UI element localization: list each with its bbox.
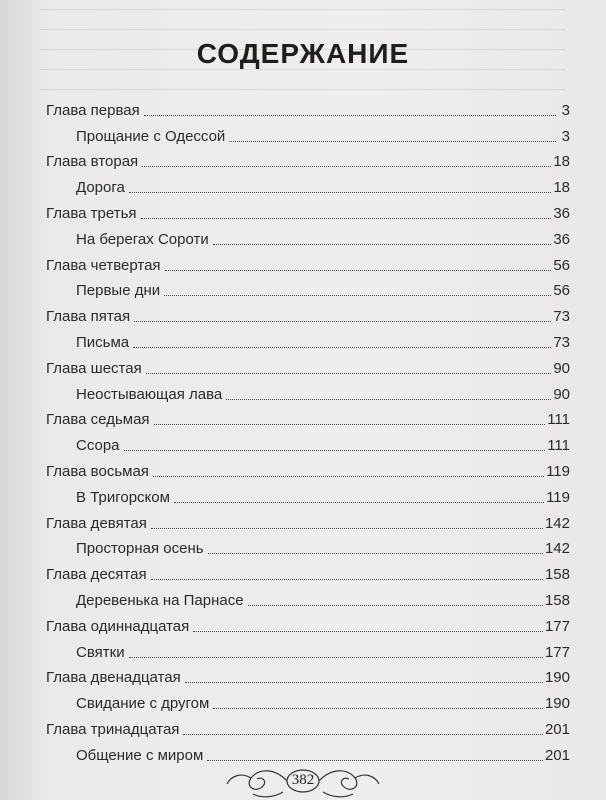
table-of-contents [46,94,570,765]
dot-leader [153,476,544,477]
toc-entry-title: Глава седьмая [46,411,150,429]
toc-entry-page: 56 [553,282,570,300]
dot-leader [165,270,552,271]
toc-entry-title: В Тригорском [76,488,170,506]
toc-chapter-entry [46,146,570,172]
toc-section-entry [46,120,570,146]
toc-chapter-entry [46,507,570,533]
dot-leader [151,528,543,529]
toc-entry-title: Письма [76,333,130,351]
toc-entry-title: Глава вторая [46,153,139,171]
toc-section-entry [46,223,570,249]
toc-entry-page: 142 [544,540,570,558]
toc-chapter-entry [46,662,570,688]
toc-chapter-entry [46,300,570,326]
dot-leader [183,734,543,735]
dot-leader [248,605,543,606]
toc-section-entry [46,533,570,559]
toc-section-entry [46,636,570,662]
toc-entry-title: Глава тринадцатая [46,720,180,738]
toc-entry-title: Ссора [76,437,120,455]
toc-entry-page: 73 [553,333,570,351]
toc-entry-page: 56 [553,256,570,274]
toc-entry-page: 190 [544,695,570,713]
toc-entry-title: Первые дни [76,282,161,300]
toc-entry-title: Свидание с другом [76,695,210,713]
toc-entry-title: Общение с миром [76,746,204,764]
toc-chapter-entry [46,713,570,739]
toc-entry-page: 36 [553,230,570,248]
toc-entry-page: 18 [553,179,570,197]
toc-entry-page: 119 [546,488,570,506]
dot-leader [229,141,556,142]
toc-entry-title: Глава третья [46,204,137,222]
dot-leader [151,579,543,580]
toc-entry-title: На берегах Сороти [76,230,209,248]
toc-section-entry [46,584,570,610]
toc-entry-title: Неостывающая лава [76,385,223,403]
toc-entry-page: 201 [544,746,570,764]
toc-entry-page: 177 [544,617,570,635]
dot-leader [164,295,551,296]
toc-entry-page: 3 [561,101,570,119]
toc-entry-title: Глава шестая [46,359,142,377]
toc-entry-title: Глава одиннадцатая [46,617,190,635]
toc-chapter-entry [46,352,570,378]
toc-section-entry [46,429,570,455]
dot-leader [141,218,552,219]
toc-entry-page: 142 [544,514,570,532]
dot-leader [154,424,546,425]
toc-entry-title: Глава девятая [46,514,147,532]
toc-entry-page: 190 [544,669,570,687]
toc-section-entry [46,378,570,404]
toc-section-entry [46,326,570,352]
toc-chapter-entry [46,94,570,120]
toc-section-entry [46,275,570,301]
toc-entry-page: 111 [547,437,570,455]
toc-chapter-entry [46,197,570,223]
toc-entry-page: 177 [544,643,570,661]
dot-leader [144,115,556,116]
dot-leader [207,760,543,761]
dot-leader [134,321,551,322]
dot-leader [124,450,546,451]
toc-chapter-entry [46,455,570,481]
dot-leader [208,553,543,554]
dot-leader [213,244,552,245]
dot-leader [226,399,551,400]
toc-entry-page: 3 [561,127,570,145]
dot-leader [213,708,543,709]
toc-entry-page: 90 [553,385,570,403]
toc-entry-page: 18 [553,153,570,171]
toc-entry-title: Глава четвертая [46,256,161,274]
toc-chapter-entry [46,404,570,430]
page-title: СОДЕРЖАНИЕ [196,38,410,69]
page-number: 382 [291,772,315,788]
toc-entry-page: 90 [553,359,570,377]
toc-entry-title: Глава восьмая [46,462,149,480]
toc-entry-title: Глава пятая [46,308,131,326]
toc-entry-title: Святки [76,643,125,661]
dot-leader [142,166,551,167]
dot-leader [129,192,551,193]
toc-chapter-entry [46,558,570,584]
toc-entry-title: Дорога [76,179,125,197]
toc-chapter-entry [46,249,570,275]
dot-leader [174,502,544,503]
toc-section-entry [46,171,570,197]
toc-entry-title: Деревенька на Парнасе [76,591,244,609]
dot-leader [133,347,551,348]
toc-entry-page: 119 [546,462,570,480]
toc-entry-page: 36 [553,204,570,222]
toc-entry-page: 201 [544,720,570,738]
toc-entry-title: Глава первая [46,101,140,119]
dot-leader [146,373,552,374]
toc-entry-page: 158 [544,591,570,609]
toc-entry-page: 111 [547,411,570,429]
dot-leader [129,657,543,658]
toc-section-entry [46,739,570,765]
toc-entry-title: Глава двенадцатая [46,669,181,687]
dot-leader [185,682,543,683]
toc-entry-title: Просторная осень [76,540,204,558]
dot-leader [193,631,543,632]
toc-entry-page: 73 [553,308,570,326]
toc-chapter-entry [46,610,570,636]
toc-entry-title: Глава десятая [46,566,147,584]
toc-section-entry [46,687,570,713]
toc-section-entry [46,481,570,507]
toc-entry-page: 158 [544,566,570,584]
toc-entry-title: Прощание с Одессой [76,127,226,145]
